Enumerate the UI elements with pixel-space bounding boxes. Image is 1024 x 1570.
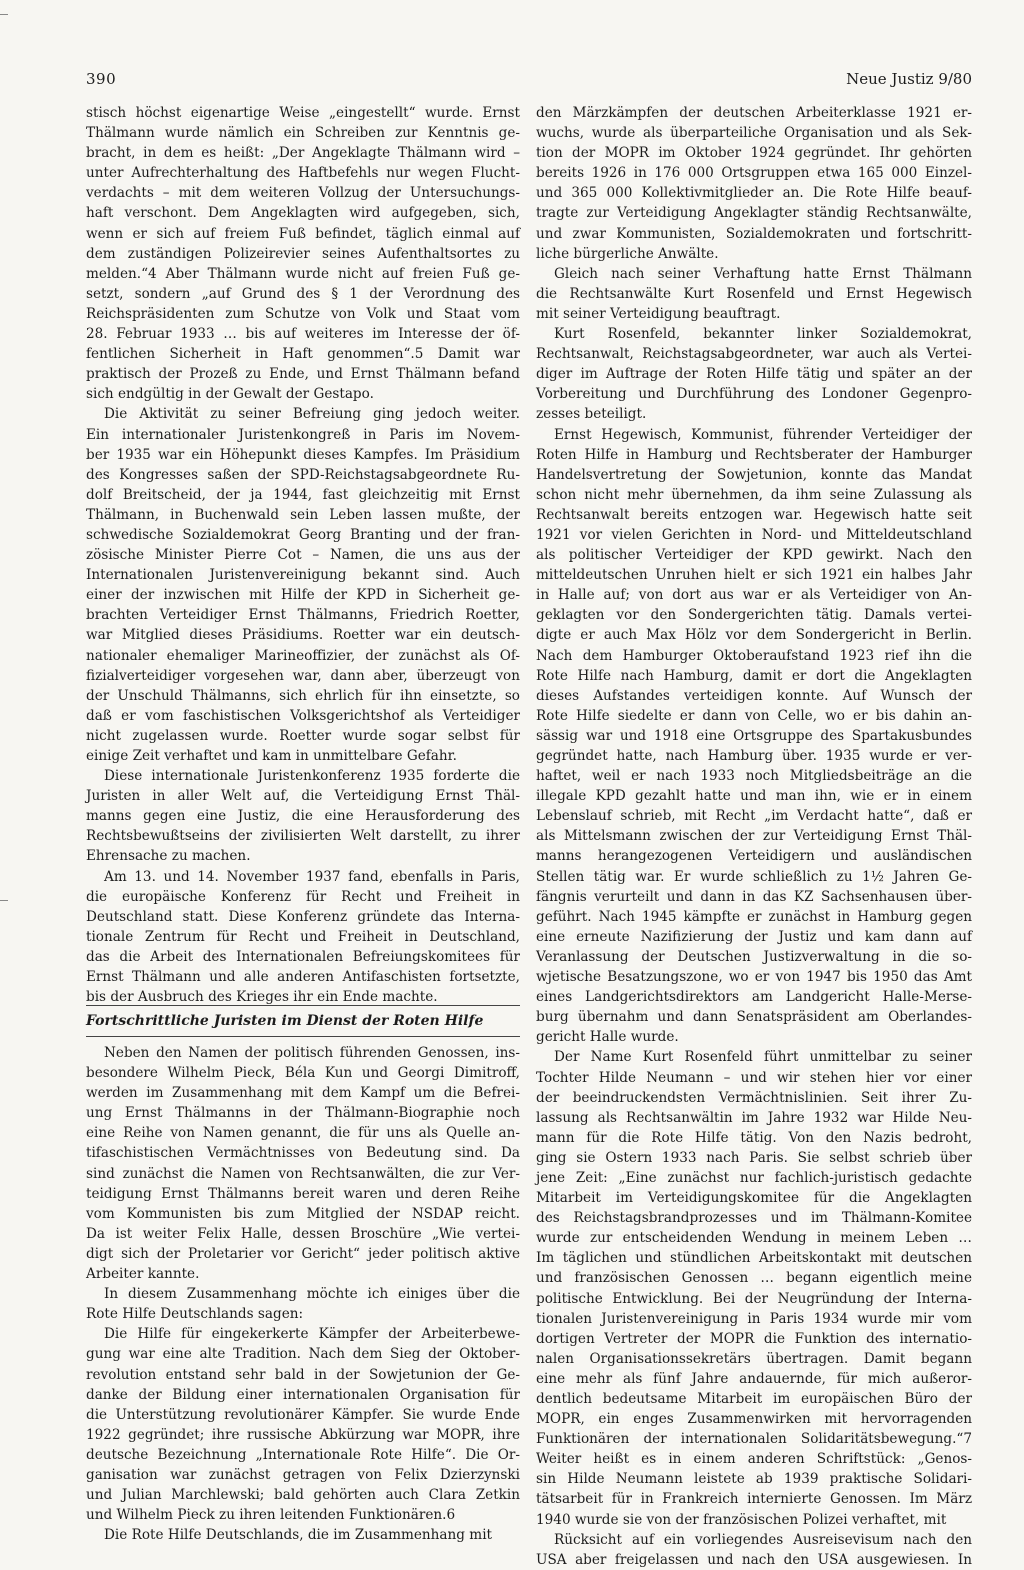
text-line: schwedische Sozialdemokrat Georg Branting und der fran- [86, 526, 520, 543]
text-line: besondere Wilhelm Pieck, Béla Kun und Georgi Dimitroff, [86, 1065, 520, 1082]
text-line: Rote Hilfe Deutschlands sagen: [86, 1306, 304, 1323]
text-line: Reichspräsidenten zum Schutze von Volk und Staat vom [86, 305, 520, 322]
text-line: des Kongresses saßen der SPD-Reichstagsabgeordnete Ru- [86, 466, 520, 483]
text-line: Ernst Thälmann und alle anderen Antifaschisten fortsetzte, [86, 969, 520, 986]
text-line: Veranlassung der Deutschen Justizverwaltung in die so- [536, 948, 972, 965]
text-line: sin Hilde Neumann leistete ab 1939 praktische Solidari- [536, 1471, 972, 1488]
page-header [0, 70, 1024, 96]
text-line: Thälmann, in Buchenwald sein Leben lassen mußte, der [86, 506, 520, 523]
text-line: Im täglichen und stündlichen Arbeitskontakt mit deutschen [536, 1250, 972, 1267]
text-line: stisch höchst eigenartige Weise „eingestellt“ wurde. Ernst [86, 105, 520, 121]
text-line: nalen Organisationssekretärs übertragen. Damit begann [536, 1350, 972, 1367]
text-line: Handelsvertretung der Sowjetunion, konnte das Mandat [536, 466, 972, 483]
text-line: Die Rote Hilfe Deutschlands, die im Zusammenhang mit [104, 1527, 493, 1544]
text-line: tionalen Juristenvereinigung in Paris 1934 wurde mir vom [536, 1310, 972, 1327]
section-heading: Fortschrittliche Juristen im Dienst der Roten Hilfe [86, 1013, 484, 1029]
text-line: manns herangezogenen Verteidigern und ausländischen [536, 848, 972, 865]
text-line: brachten Verteidiger Ernst Thälmanns, Friedrich Roetter, [86, 607, 520, 624]
text-line: eine Reihe von Namen genannt, die für uns als Quelle an- [86, 1125, 520, 1142]
text-line: bracht, in dem es heißt: „Der Angeklagte Thälmann wird – [86, 145, 520, 162]
text-line: Rote Hilfe siedelte er dann von Celle, wo er bis dahin an- [536, 707, 972, 724]
text-line: gegründet hatte, nach Hamburg über. 1935 wurde er ver- [536, 748, 972, 764]
text-line: mitteldeutschen Unruhen hielt er sich 1921 ein halbes Jahr [536, 567, 972, 584]
text-line: lassung als Rechtsanwältin im Jahre 1932 war Hilde Neu- [536, 1109, 972, 1126]
text-line: burg übernahm und dann Senatspräsident am Oberlandes- [536, 1009, 972, 1026]
text-line: Neben den Namen der politisch führenden Genossen, ins- [104, 1045, 520, 1061]
text-line: Funktionären der internationalen Solidaritätsbewegung.“7 [536, 1431, 972, 1448]
text-line: bis der Ausbruch des Krieges ihr ein Ende machte. [86, 989, 438, 1006]
text-line: revolution entstand sehr bald in der Sowjetunion der Ge- [86, 1366, 520, 1383]
text-line: bereits 1926 in 176 000 Ortsgruppen etwa 165 000 Einzel- [536, 165, 972, 182]
page-number: 390 [86, 70, 117, 88]
text-line: tragte zur Verteidigung Angeklagter ständig Rechtsanwälte, [536, 205, 972, 222]
text-line: Am 13. und 14. November 1937 fand, ebenfalls in Paris, [104, 868, 520, 885]
right-column [536, 103, 972, 1570]
text-line: 1940 wurde sie von der französischen Polizei verhaftet, mit [536, 1511, 947, 1528]
text-line: 1922 gegründet; ihre russische Abkürzung war MOPR, ihre [86, 1426, 520, 1443]
text-line: der beeindruckendsten Vermächtnislinien. Seit ihrer Zu- [536, 1089, 972, 1106]
text-line: mit seiner Verteidigung beauftragt. [536, 305, 781, 322]
text-line: nationaler ehemaliger Marineoffizier, der zunächst als Of- [86, 647, 520, 664]
text-line: sich endgültig in der Gewalt der Gestapo. [86, 386, 374, 403]
text-line: geführt. Nach 1945 kämpfte er zunächst in Hamburg gegen [536, 908, 972, 925]
text-line: politische Entwicklung. Bei der Neugründung der Interna- [536, 1290, 972, 1307]
text-line: Kurt Rosenfeld, bekannter linker Sozialdemokrat, [554, 326, 972, 343]
text-line: USA aber freigelassen und nach den USA ausgewiesen. In [536, 1551, 972, 1568]
text-line: dolf Breitscheid, der ja 1944, fast gleichzeitig mit Ernst [86, 486, 520, 503]
text-line: Rechtsbewußtseins der zivilisierten Welt darstellt, zu ihrer [86, 828, 520, 845]
text-line: dentlich bedeutsame Mitarbeit im europäischen Büro der [536, 1391, 972, 1407]
text-line: des Reichstagsbrandprozesses und im Thälmann-Komitee [536, 1210, 972, 1227]
text-line: und Wilhelm Pieck zu ihren leitenden Funktionären.6 [86, 1507, 456, 1524]
text-line: Die Aktivität zu seiner Befreiung ging jedoch weiter. [104, 406, 520, 423]
journal-issue: Neue Justiz 9/80 [846, 70, 972, 88]
text-line: dem zuständigen Polizeirevier seines Aufenthaltsortes zu [86, 245, 520, 262]
text-line: melden.“4 Aber Thälmann wurde nicht auf freien Fuß ge- [86, 265, 520, 282]
text-line: werden im Zusammenhang mit dem Kampf um die Befrei- [86, 1085, 520, 1102]
text-line: setzt, sondern „auf Grund des § 1 der Verordnung des [86, 285, 520, 302]
text-line: Gleich nach seiner Verhaftung hatte Ernst Thälmann [554, 265, 972, 282]
text-line: Juristen in aller Welt auf, die Verteidigung Ernst Thäl- [86, 788, 520, 805]
text-line: daß er vom faschistischen Volksgerichtshof als Verteidiger [86, 707, 520, 724]
text-line: vom Kommunisten bis zum Mitglied der NSDAP reicht. [86, 1205, 520, 1222]
text-line: ganisation war zunächst getragen von Felix Dzierzynski [86, 1466, 520, 1483]
text-line: digt sich der Proletarier vor Gericht“ jeder politisch aktive [86, 1245, 520, 1262]
text-line: Tochter Hilde Neumann – und wir stehen hier vor einer [536, 1069, 972, 1086]
text-line: jene Zeit: „Eine zunächst nur fachlich-juristisch gedachte [536, 1169, 972, 1186]
text-line: Lebenslauf schrieb, mit Recht „im Verdacht hatte“, daß er [536, 808, 972, 825]
text-line: schon nicht mehr übernehmen, da ihm seine Zulassung als [536, 486, 972, 503]
text-line: Ernst Hegewisch, Kommunist, führender Verteidiger der [554, 426, 972, 443]
text-line: Rote Hilfe nach Hamburg, damit er dort die Angeklagten [536, 667, 972, 684]
left-column-top [86, 103, 520, 1007]
text-line: dieses Aufstandes verteidigen konnte. Auf Wunsch der [536, 687, 972, 704]
text-line: die Rechtsanwälte Kurt Rosenfeld und Ernst Hegewisch [536, 285, 972, 302]
text-line: und 365 000 Kollektivmitglieder an. Die Rote Hilfe beauf- [536, 185, 972, 202]
text-line: teidigung Ernst Thälmanns bereit waren und deren Reihe [86, 1185, 520, 1202]
text-line: als Mittelsmann zwischen der zur Verteidigung Ernst Thäl- [536, 828, 972, 845]
text-line: den Märzkämpfen der deutschen Arbeiterklasse 1921 er- [536, 105, 972, 121]
text-line: manns gegen eine Justiz, die eine Herausforderung des [86, 808, 520, 825]
text-line: Arbeiter kannte. [86, 1266, 200, 1283]
text-line: und französischen Genossen … begann eigentlich meine [536, 1270, 972, 1287]
text-line: Der Name Kurt Rosenfeld führt unmittelbar zu seiner [554, 1049, 972, 1066]
text-line: praktisch der Prozeß zu Ende, und Ernst Thälmann befand [86, 366, 520, 383]
text-line: sind zunächst die Namen von Rechtsanwälten, die zur Ver- [86, 1165, 520, 1182]
text-line: Die Hilfe für eingekerkerte Kämpfer der Arbeiterbewe- [104, 1326, 520, 1343]
text-line: wuchs, wurde als überparteiliche Organisation und als Sek- [536, 125, 972, 142]
text-line: haft verschont. Dem Angeklagten wird aufgegeben, sich, [86, 205, 520, 222]
text-line: Nach dem Hamburger Oktoberaufstand 1923 rief ihn die [536, 647, 972, 664]
text-line: wurde zur entscheidenden Wendung in meinem Leben … [536, 1230, 972, 1247]
text-line: gung war eine alte Tradition. Nach dem Sieg der Oktober- [86, 1346, 520, 1363]
text-line: Deutschland statt. Diese Konferenz gründete das Interna- [86, 908, 520, 925]
text-line: MOPR, ein enges Zusammenwirken mit hervorragenden [536, 1411, 972, 1428]
text-line: einer der inzwischen mit Hilfe der KPD in Sicherheit ge- [86, 587, 520, 604]
text-line: die europäische Konferenz für Recht und Freiheit in [86, 888, 520, 905]
text-line: fentlichen Sicherheit in Haft genommen“.5 Damit war [86, 346, 520, 363]
text-line: deutsche Bezeichnung „Internationale Rote Hilfe“. Die Or- [86, 1446, 520, 1463]
text-line: haftet, weil er nach 1933 noch Mitgliedsbeiträge an die [536, 768, 972, 785]
text-line: digte er auch Max Hölz vor dem Sondergericht in Berlin. [536, 627, 972, 644]
text-line: Rechtsanwalt, Reichstagsabgeordneter, war auch als Vertei- [536, 346, 972, 363]
text-line: Da ist weiter Felix Halle, dessen Broschüre „Wie vertei- [86, 1225, 520, 1242]
text-line: verdachts – mit dem weiteren Vollzug der Untersuchungs- [86, 185, 520, 202]
text-line: tion der MOPR im Oktober 1924 gegründet. Ihr gehörten [536, 145, 972, 162]
text-line: geklagten vor den Sondergerichten tätig. Damals vertei- [536, 607, 972, 624]
text-line: mann für die Rote Hilfe tätig. Von den Nazis bedroht, [536, 1129, 972, 1146]
text-line: dortigen Vertreter der MOPR die Funktion des internatio- [536, 1330, 972, 1347]
text-line: ging sie Ostern 1933 nach Paris. Sie selbst schrieb über [536, 1149, 972, 1166]
text-line: sässig war und 1918 eine Ortsgruppe des Spartakusbundes [536, 727, 972, 744]
left-column-bottom [86, 1043, 520, 1545]
text-line: liche bürgerliche Anwälte. [536, 245, 719, 262]
text-line: eines Landgerichtsdirektors am Landgericht Halle-Merse- [536, 989, 972, 1006]
text-line: und zwar Kommunisten, Sozialdemokraten und fortschritt- [536, 225, 972, 242]
text-line: illegale KPD gezahlt hatte und man ihn, wie er in einem [536, 788, 972, 805]
text-line: wenn er sich auf freiem Fuß befindet, täglich einmal auf [86, 225, 520, 242]
text-line: In diesem Zusammenhang möchte ich einiges über die [104, 1286, 520, 1303]
text-line: 28. Februar 1933 … bis auf weiteres im Interesse der öf- [86, 326, 520, 343]
text-line: zösische Minister Pierre Cot – Namen, die uns aus der [86, 547, 520, 564]
text-line: einige Zeit verhaftet und kam in unmittelbare Gefahr. [86, 748, 457, 764]
text-line: Ehrensache zu machen. [86, 848, 251, 865]
text-line: diger im Auftrage der Roten Hilfe tätig und später an der [536, 366, 972, 383]
text-line: Rechtsanwalt bereits entzogen war. Hegewisch hatte seit [536, 506, 972, 523]
text-line: Ein internationaler Juristenkongreß in Paris im Novem- [86, 426, 520, 443]
text-line: unter Aufrechterhaltung des Haftbefehls nur wegen Flucht- [86, 165, 520, 182]
text-line: tätsarbeit für in Frankreich internierte Genossen. Im März [536, 1491, 972, 1508]
text-line: ber 1935 war ein Höhepunkt dieses Kampfes. Im Präsidium [86, 446, 520, 463]
text-line: wjetische Besatzungszone, wo er von 1947 bis 1950 das Amt [536, 969, 972, 986]
text-line: Vorbereitung und Durchführung des Londoner Gegenpro- [536, 386, 972, 403]
section-rule-bottom [86, 1036, 520, 1037]
text-line: tifaschistischen Vermächtnisses von Bedeutung sind. Da [86, 1145, 520, 1162]
text-line: ung Ernst Thälmanns in der Thälmann-Biographie noch [86, 1105, 520, 1122]
scan-edge-mark [0, 900, 8, 901]
text-line: eine mehr als fünf Jahre andauernde, für mich außeror- [536, 1370, 972, 1387]
text-line: Rücksicht auf ein vorliegendes Ausreisevisum nach den [554, 1531, 972, 1548]
text-line: das die Arbeit des Internationalen Befreiungskomitees für [86, 948, 520, 965]
text-line: Diese internationale Juristenkonferenz 1935 forderte die [104, 768, 520, 785]
text-line: fizialverteidiger vorgesehen war, dann aber, überzeugt von [86, 667, 520, 684]
text-line: und Julian Marchlewski; bald gehörten auch Clara Zetkin [86, 1487, 520, 1504]
text-line: der Unschuld Thälmanns, sich ehrlich für ihn einsetzte, so [86, 687, 520, 704]
text-line: Stellen tätig war. Er wurde schließlich zu 1½ Jahren Ge- [536, 868, 972, 885]
text-line: in Halle auf; von dort aus war er als Verteidiger von An- [536, 587, 972, 604]
text-line: Mitarbeit im Verteidigungskomitee für die Angeklagten [536, 1190, 972, 1207]
text-line: Roten Hilfe in Hamburg und Rechtsberater der Hamburger [536, 446, 972, 463]
text-line: tionale Zentrum für Recht und Freiheit in Deutschland, [86, 928, 520, 945]
text-line: Internationalen Juristenvereinigung bekannt sind. Auch [86, 567, 520, 584]
text-line: Weiter heißt es in einem anderen Schriftstück: „Genos- [536, 1451, 972, 1468]
scan-edge-mark [0, 14, 8, 15]
text-line: die Unterstützung revolutionärer Kämpfer. Sie wurde Ende [86, 1406, 520, 1423]
text-line: Thälmann wurde nämlich ein Schreiben zur Kenntnis ge- [86, 125, 520, 142]
text-line: als politischer Verteidiger der KPD gewirkt. Nach den [536, 547, 972, 564]
text-line: danke der Bildung einer internationalen Organisation für [86, 1386, 520, 1403]
text-line: war Mitglied dieses Präsidiums. Roetter war ein deutsch- [86, 627, 520, 644]
text-line: nicht zugelassen wurde. Roetter wurde sogar selbst für [86, 727, 520, 744]
text-line: 1921 vor vielen Gerichten in Nord- und Mitteldeutschland [536, 526, 972, 543]
text-line: gericht Halle wurde. [536, 1029, 679, 1046]
section-rule-top [86, 1005, 520, 1006]
text-line: eine erneute Nazifizierung der Justiz und kam dann auf [536, 928, 972, 945]
text-line: fängnis verurteilt und dann in das KZ Sachsenhausen über- [536, 888, 972, 905]
text-line: zesses beteiligt. [536, 406, 647, 423]
